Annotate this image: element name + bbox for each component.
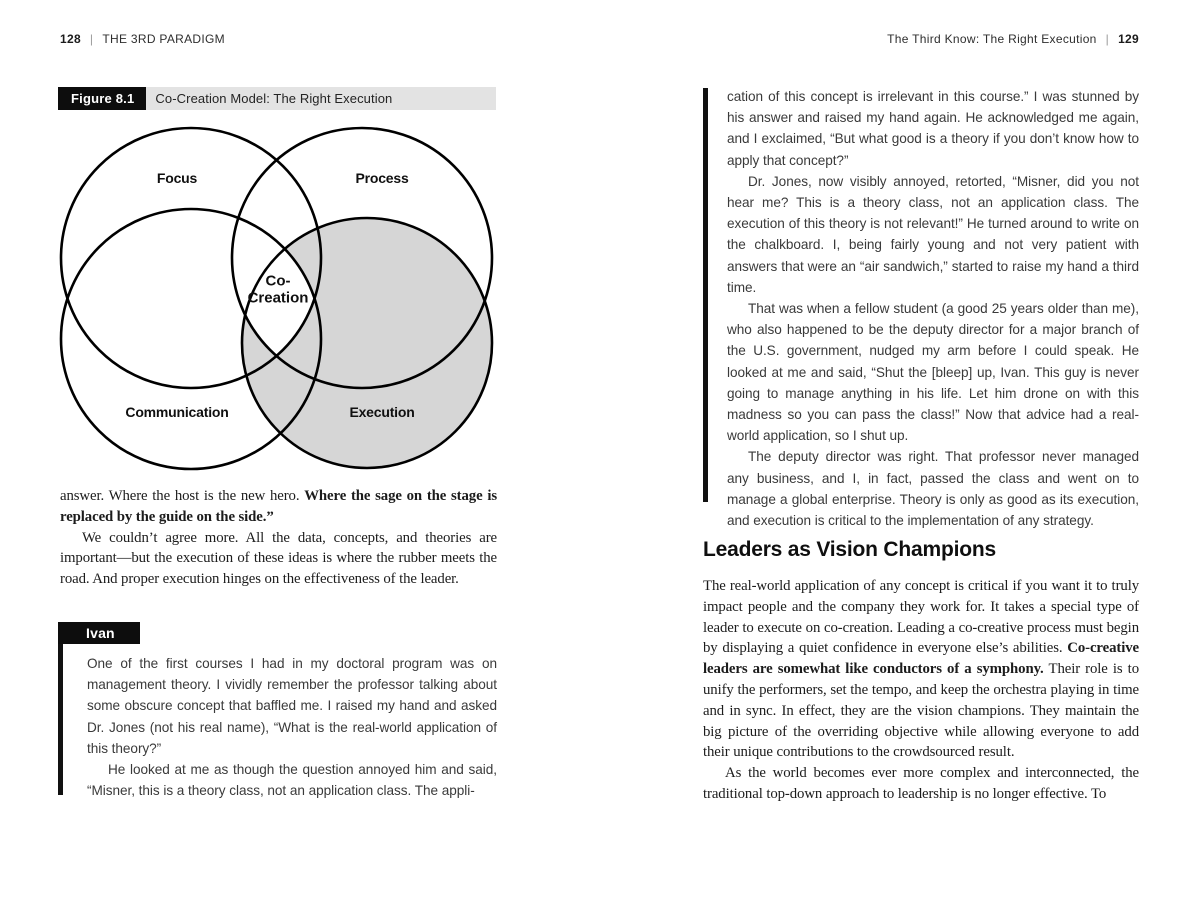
body-text-bold-run: Where the sage on the stage is replaced by the guide on the side.” — [60, 488, 497, 525]
right-page-number: 129 — [1118, 32, 1139, 46]
right-body-text — [703, 576, 1139, 805]
sidebar-paragraph: Dr. Jones, now visibly annoyed, retorted, “Misner, did you not hear me? This is a theory class, not an application class. The execution of this theory is not relevant!” He turned around to write on the chalkboard. I, being fairly young and not very patient with answers that were an “air sandwich,” started to raise my hand a third time. — [727, 173, 1139, 295]
venn-diagram — [55, 124, 500, 472]
sidebar-rule — [58, 622, 63, 795]
right-running-head — [703, 32, 1139, 46]
sidebar-paragraph: That was when a fellow student (a good 25 years older than me), who also happened to be the deputy director for a major branch of the U.S. government, nudged my arm before I could speak. He looked at me and said, “Shut the [bleep] up, Ivan. This guy is never going to manage anything in his life. Let him drone on with this madness so you can pass the class!” Now that advice had a real-world application, so I shut up. — [727, 301, 1139, 444]
right-page — [600, 0, 1200, 899]
venn-label-co-creation — [248, 274, 309, 307]
left-running-title: THE 3RD PARADIGM — [102, 32, 225, 46]
venn-label-communication: Communication — [125, 404, 229, 420]
figure-caption-bar — [58, 87, 496, 110]
co-creation-line2: Creation — [247, 289, 309, 306]
venn-label-process: Process — [355, 170, 409, 186]
venn-label-execution: Execution — [349, 404, 415, 420]
ivan-sidebar — [58, 622, 497, 801]
section-heading: Leaders as Vision Champions — [703, 538, 996, 561]
sidebar-paragraph: He looked at me as though the question annoyed him and said, “Misner, this is a theory class, not an application class. The appli- — [87, 762, 497, 799]
running-head-divider: | — [1105, 32, 1110, 46]
left-running-head — [60, 32, 225, 46]
body-text-run: answer. Where the host is the new hero. — [60, 488, 305, 504]
sidebar-paragraph: The deputy director was right. That professor never managed any business, and I, in fact, passed the class and went on to manage a global enterprise. Theory is only as good as its execution, and execution is critical to the implementation of any strategy. — [727, 449, 1139, 529]
sidebar-author-label: Ivan — [58, 622, 140, 644]
co-creation-line1: Co- — [265, 272, 291, 290]
body-text-run: Their role is to unify the performers, set the tempo, and keep the orchestra playing in time and in sync. In effect, they are the vision champions. They maintain the big picture of the overriding objective while allowing everyone to add their unique contributions to the crowdsourced result. — [703, 661, 1139, 761]
ivan-sidebar-continued — [703, 86, 1139, 531]
sidebar-paragraph: One of the first courses I had in my doctoral program was on management theory. I vividly remember the professor talking about some obscure concept that baffled me. I raised my hand and asked Dr. Jones (not his real name), “What is the real-world application of this theory?” — [87, 656, 497, 756]
body-text-run: The real-world application of any concept is critical if you want it to truly impact people and the company they work for. It takes a special type of leader to execute on co-creation. Leading a co-creative process must begin by displaying a quiet confidence in everyone else’s abilities. — [703, 578, 1139, 657]
sidebar-text — [87, 653, 497, 801]
body-paragraph: As the world becomes ever more complex and interconnected, the traditional top-down approach to leadership is no longer effective. To — [703, 765, 1139, 802]
sidebar-paragraph: cation of this concept is irrelevant in this course.” I was stunned by his answer and raised my hand again. He acknowledged me again, and I exclaimed, “But what good is a theory if you don’t know how to apply that concept?” — [727, 89, 1139, 168]
body-text-bold-run: Co-creative leaders are somewhat like conductors of a symphony. — [703, 640, 1139, 678]
venn-label-focus: Focus — [156, 170, 198, 186]
running-head-divider: | — [89, 32, 94, 46]
body-paragraph: We couldn’t agree more. All the data, concepts, and theories are important—but the execution of these ideas is where the rubber meets the road. And proper execution hinges on the effectiveness of the leader. — [60, 529, 497, 588]
right-running-title: The Third Know: The Right Execution — [887, 32, 1097, 46]
figure-number-label: Figure 8.1 — [58, 87, 146, 110]
sidebar-rule — [703, 88, 708, 502]
sidebar-text — [727, 86, 1139, 531]
body-paragraph — [703, 576, 1139, 763]
left-body-text — [60, 486, 497, 590]
left-page-number: 128 — [60, 32, 81, 46]
body-paragraph — [60, 486, 497, 528]
figure-title: Co-Creation Model: The Right Execution — [155, 91, 393, 106]
